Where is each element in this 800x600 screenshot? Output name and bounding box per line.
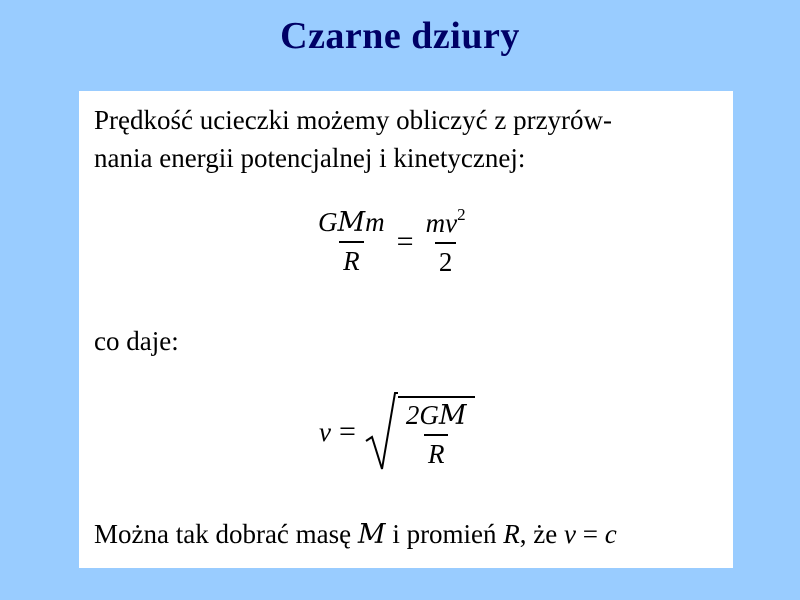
lhs-numerator [314, 207, 389, 241]
conclusion-text-3: , że [519, 519, 565, 549]
sqrt-denominator: R [424, 434, 449, 470]
sqrt-numerator [402, 400, 471, 434]
result-intro: co daje: [94, 326, 179, 356]
symbol-v: v [319, 416, 331, 447]
energy-equation [314, 205, 470, 278]
escape-velocity-equation [319, 391, 475, 473]
symbol-c: c [604, 519, 617, 549]
equals-sign-3: = [576, 519, 605, 549]
exponent: 2 [457, 205, 466, 224]
rhs-numerator [422, 205, 470, 242]
sqrt-content [398, 396, 475, 470]
conclusion-line [94, 519, 617, 550]
rhs-denominator: 2 [435, 242, 457, 278]
content-panel [79, 91, 733, 568]
symbol-M-2: M [438, 400, 467, 431]
symbol-R: R [503, 519, 520, 549]
symbol-2G: 2G [405, 400, 439, 430]
square-root-icon [364, 391, 398, 473]
symbol-mv: mv [425, 208, 458, 238]
slide-title: Czarne dziury [280, 15, 520, 57]
symbol-M-3: M [357, 519, 386, 550]
symbol-v-2: v [564, 519, 576, 549]
equals-sign: = [396, 224, 414, 258]
symbol-m: m [365, 206, 385, 237]
sqrt-fraction [402, 400, 471, 470]
rhs-fraction [422, 205, 470, 278]
conclusion-text-1: Można tak dobrać masę [94, 519, 358, 549]
lhs-fraction [314, 207, 389, 277]
lhs-denominator: R [339, 241, 364, 277]
intro-line-1: Prędkość ucieczki możemy obliczyć z przyrów- [94, 105, 613, 135]
conclusion-text-2: i promień [385, 519, 504, 549]
intro-line-2: nania energii potencjalnej i kinetycznej: [94, 143, 526, 173]
symbol-M: M [337, 206, 366, 238]
symbol-G: G [318, 206, 338, 237]
equals-sign-2: = [338, 415, 356, 448]
